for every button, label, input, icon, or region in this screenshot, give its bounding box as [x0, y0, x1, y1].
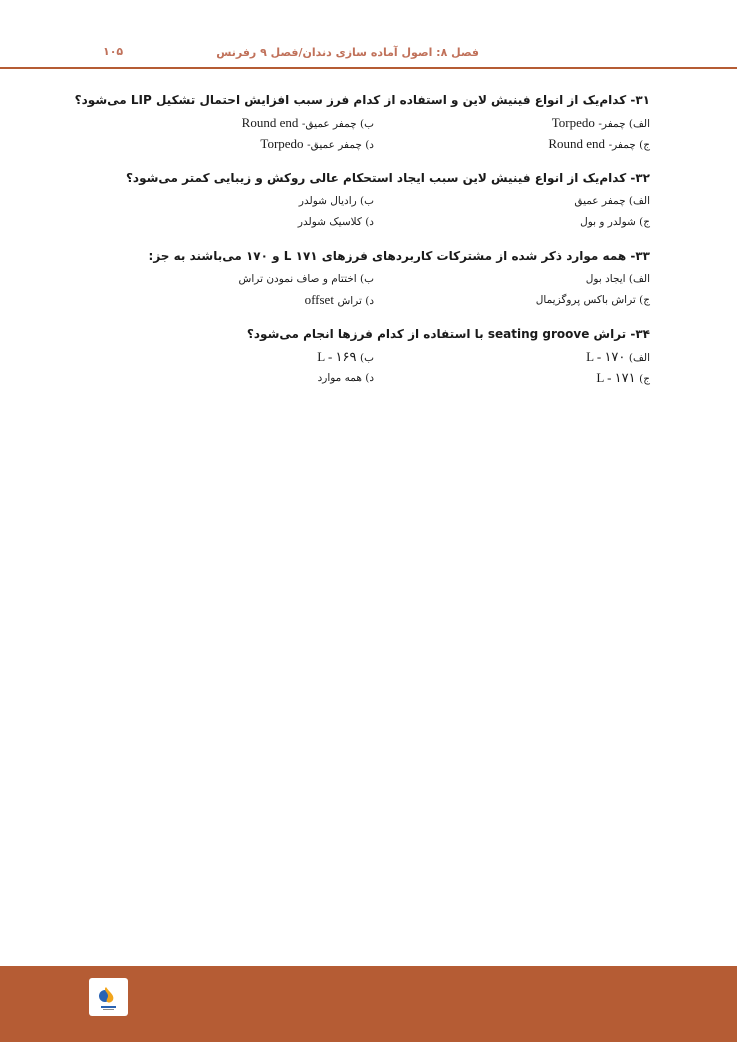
publisher-logo-icon [89, 978, 128, 1016]
option-d[interactable] [305, 289, 374, 310]
option-row [88, 289, 650, 310]
option-b[interactable] [317, 346, 374, 367]
option-value: L - ۱۷۰ [586, 349, 626, 364]
option-row [88, 268, 650, 289]
option-label: ب) چمفر عمیق- [301, 118, 374, 130]
option-row [88, 112, 650, 133]
option-row [88, 190, 650, 211]
question-31 [74, 88, 650, 154]
option-value: L - ۱۷۱ [596, 370, 636, 385]
option-d[interactable] [260, 133, 374, 154]
option-label: ب) اختتام و صاف نمودن تراش [238, 273, 374, 285]
option-value: offset [304, 292, 334, 307]
option-d[interactable] [298, 211, 374, 232]
option-label: ج) [639, 373, 650, 385]
option-label: د) کلاسیک شولدر [297, 216, 374, 228]
option-c[interactable] [374, 367, 650, 388]
option-value: Round end [548, 136, 606, 151]
question-32 [88, 166, 650, 232]
option-value: L - ۱۶۹ [317, 349, 357, 364]
header-divider [0, 67, 737, 69]
option-c[interactable] [374, 289, 650, 310]
question-text: ۳۱- کدام‌یک از انواع فینیش لاین و استفاده از کدام فرز سبب افزایش احتمال تشکیل LIP می‌شود؟ [74, 93, 650, 107]
chapter-title: فصل ۸: اصول آماده سازی دندان/فصل ۹ رفرنس [216, 46, 479, 59]
option-row [88, 346, 650, 367]
option-label: ج) چمفر- [608, 139, 650, 151]
option-label: الف) چمفر عمیق [574, 195, 650, 207]
option-row [88, 133, 650, 154]
option-value: Torpedo [551, 115, 595, 130]
option-label: الف) ایجاد بول [585, 273, 650, 285]
option-b[interactable] [242, 112, 374, 133]
option-a[interactable] [374, 112, 650, 133]
option-label: الف) چمفر- [598, 118, 650, 130]
option-label: ج) شولدر و بول [580, 216, 650, 228]
option-b[interactable] [299, 190, 374, 211]
option-a[interactable] [374, 268, 650, 289]
option-label: ب) رادیال شولدر [298, 195, 374, 207]
question-text: ۳۴- تراش seating groove با استفاده از کدام فرزها انجام می‌شود؟ [246, 327, 650, 341]
option-row [88, 211, 650, 232]
question-list [74, 88, 650, 400]
option-d[interactable] [318, 367, 374, 388]
option-c[interactable] [374, 133, 650, 154]
question-33 [88, 244, 650, 310]
page-number: ۱۰۵ [103, 45, 124, 58]
option-label: الف) [628, 352, 650, 364]
question-text: ۳۳- همه موارد ذکر شده از مشترکات کاربردهای فرزهای L ۱۷۱ و ۱۷۰ می‌باشند به جز: [148, 249, 650, 263]
page-footer [0, 966, 737, 1042]
option-row [88, 367, 650, 388]
option-label: د) همه موارد [317, 372, 374, 384]
option-a[interactable] [374, 346, 650, 367]
question-34 [88, 322, 650, 388]
option-label: د) تراش [337, 295, 374, 307]
question-text: ۳۲- کدام‌یک از انواع فینیش لاین سبب ایجاد استحکام عالی روکش و زیبایی کمتر می‌شود؟ [125, 171, 650, 185]
option-label: ج) تراش باکس پروگزیمال [535, 294, 650, 306]
option-value: Round end [241, 115, 299, 130]
option-value: Torpedo [260, 136, 304, 151]
option-label: ب) [360, 352, 374, 364]
option-a[interactable] [374, 190, 650, 211]
page-header [0, 0, 737, 70]
option-b[interactable] [239, 268, 374, 289]
option-c[interactable] [374, 211, 650, 232]
option-label: د) چمفر عمیق- [307, 139, 374, 151]
